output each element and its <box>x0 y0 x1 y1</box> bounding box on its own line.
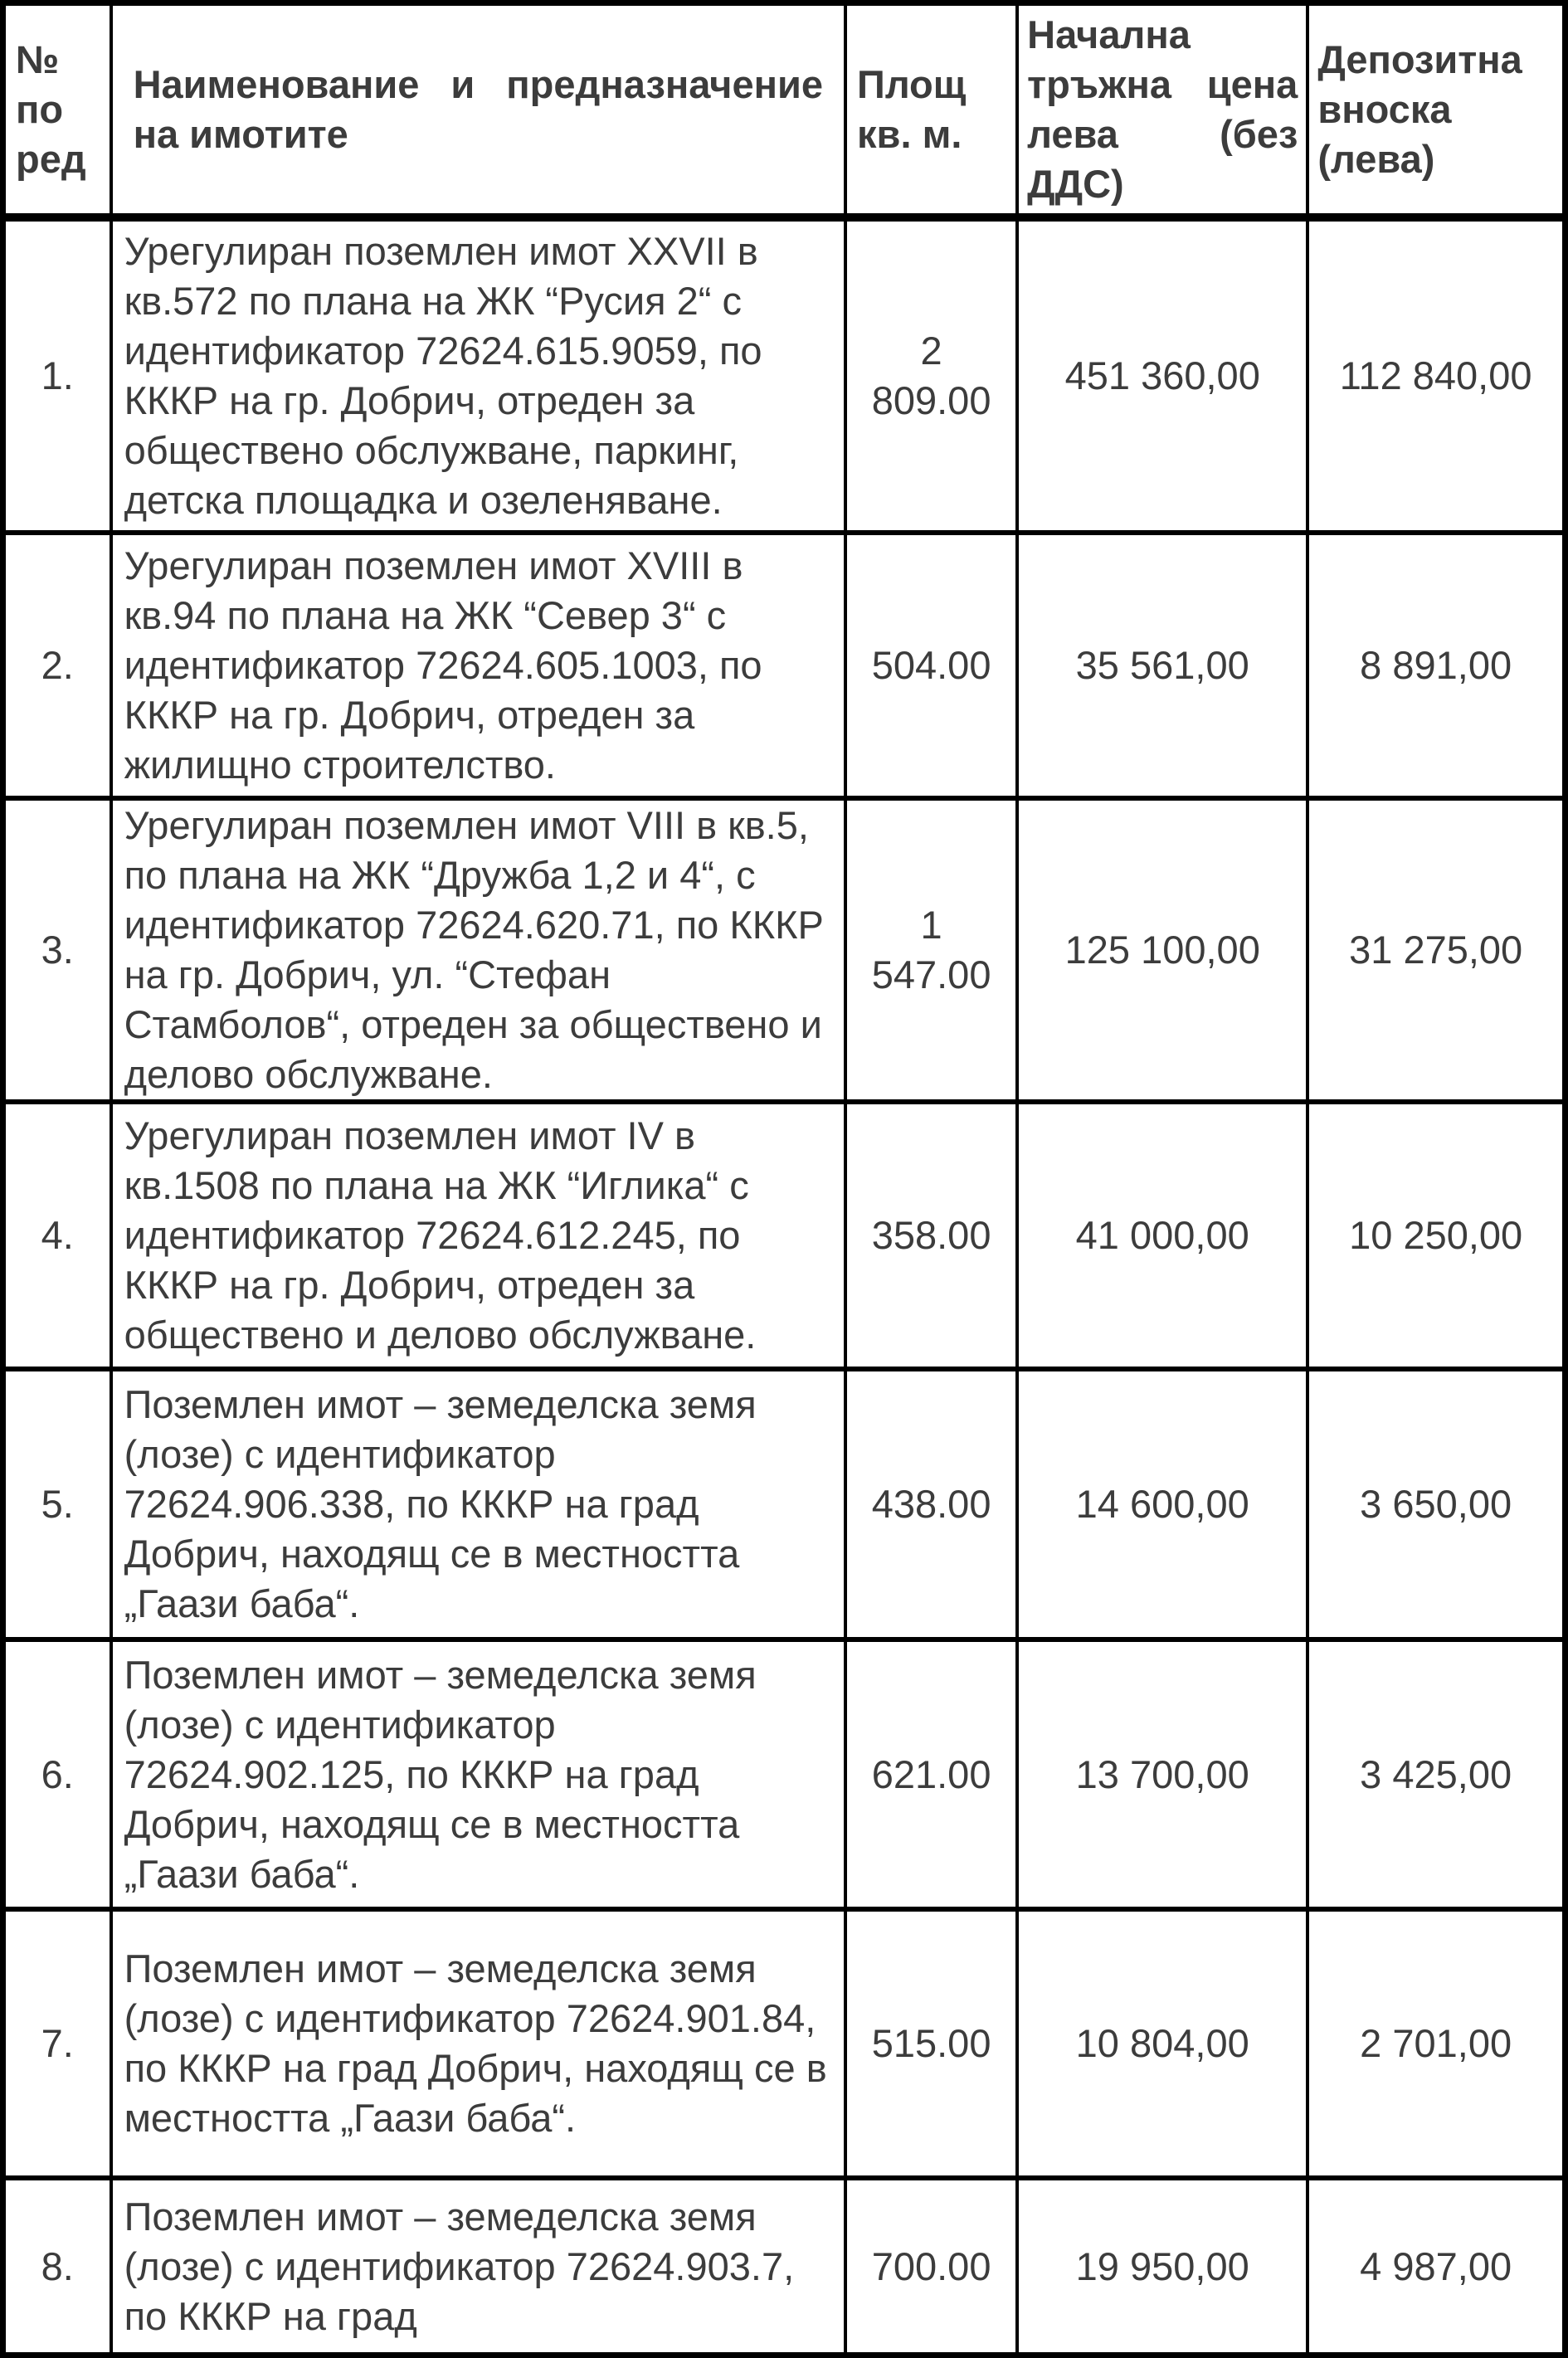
area-cell: 515.00 <box>845 1909 1017 2178</box>
table-row <box>3 1909 1566 2178</box>
price-cell: 125 100,00 <box>1017 798 1307 1102</box>
col-header-description: Наименование и предназначение на имотите <box>111 3 845 218</box>
deposit-cell: 4 987,00 <box>1307 2178 1565 2356</box>
deposit-cell: 8 891,00 <box>1307 533 1565 798</box>
price-cell: 10 804,00 <box>1017 1909 1307 2178</box>
table-row <box>3 1639 1566 1909</box>
col-header-area: Площ кв. м. <box>845 3 1017 218</box>
col-header-number: № по ред <box>3 3 111 218</box>
col-header-deposit: Депозитна вноска (лева) <box>1307 3 1565 218</box>
deposit-cell: 112 840,00 <box>1307 217 1565 533</box>
price-cell: 19 950,00 <box>1017 2178 1307 2356</box>
deposit-cell: 31 275,00 <box>1307 798 1565 1102</box>
row-number-cell: 6. <box>3 1639 111 1909</box>
area-cell: 358.00 <box>845 1102 1017 1369</box>
price-cell: 35 561,00 <box>1017 533 1307 798</box>
description-cell: Поземлен имот – земеделска земя (лозе) с идентификатор 72624.902.125, по КККР на град Добрич, находящ се в местността „Гаази баба“. <box>111 1639 845 1909</box>
area-cell: 1 547.00 <box>845 798 1017 1102</box>
deposit-cell: 2 701,00 <box>1307 1909 1565 2178</box>
deposit-cell: 3 425,00 <box>1307 1639 1565 1909</box>
table-row <box>3 217 1566 533</box>
description-cell: Урегулиран поземлен имот XXVII в кв.572 по плана на ЖК “Русия 2“ с идентификатор 72624.615.9059, по КККР на гр. Добрич, отреден за обществено обслужване, паркинг, детска площадка и озеленяване. <box>111 217 845 533</box>
row-number-cell: 8. <box>3 2178 111 2356</box>
area-cell: 700.00 <box>845 2178 1017 2356</box>
price-cell: 13 700,00 <box>1017 1639 1307 1909</box>
price-cell: 14 600,00 <box>1017 1369 1307 1639</box>
description-cell: Урегулиран поземлен имот XVIII в кв.94 по плана на ЖК “Север 3“ с идентификатор 72624.605.1003, по КККР на гр. Добрич, отреден за жилищно строителство. <box>111 533 845 798</box>
description-cell: Урегулиран поземлен имот IV в кв.1508 по плана на ЖК “Иглика“ с идентификатор 72624.612.245, по КККР на гр. Добрич, отреден за обществено и делово обслужване. <box>111 1102 845 1369</box>
row-number-cell: 1. <box>3 217 111 533</box>
deposit-cell: 10 250,00 <box>1307 1102 1565 1369</box>
row-number-cell: 2. <box>3 533 111 798</box>
area-cell: 2 809.00 <box>845 217 1017 533</box>
table-row <box>3 1369 1566 1639</box>
deposit-cell: 3 650,00 <box>1307 1369 1565 1639</box>
price-cell: 41 000,00 <box>1017 1102 1307 1369</box>
table-row <box>3 1102 1566 1369</box>
table-row <box>3 798 1566 1102</box>
table-row <box>3 2178 1566 2356</box>
description-cell: Поземлен имот – земеделска земя (лозе) с идентификатор 72624.906.338, по КККР на град Добрич, находящ се в местността „Гаази баба“. <box>111 1369 845 1639</box>
row-number-cell: 5. <box>3 1369 111 1639</box>
row-number-cell: 3. <box>3 798 111 1102</box>
row-number-cell: 4. <box>3 1102 111 1369</box>
description-cell: Урегулиран поземлен имот VIII в кв.5, по плана на ЖК “Дружба 1,2 и 4“, с идентификатор 72624.620.71, по КККР на гр. Добрич, ул. “Стефан Стамболов“, отреден за обществено и делово обслужване. <box>111 798 845 1102</box>
row-number-cell: 7. <box>3 1909 111 2178</box>
area-cell: 621.00 <box>845 1639 1017 1909</box>
price-cell: 451 360,00 <box>1017 217 1307 533</box>
table-row <box>3 533 1566 798</box>
col-header-price: Начална тръжна цена лева (без ДДС) <box>1017 3 1307 218</box>
area-cell: 504.00 <box>845 533 1017 798</box>
description-cell: Поземлен имот – земеделска земя (лозе) с идентификатор 72624.901.84, по КККР на град Добрич, находящ се в местността „Гаази баба“. <box>111 1909 845 2178</box>
table-header-row <box>3 3 1566 218</box>
area-cell: 438.00 <box>845 1369 1017 1639</box>
description-cell: Поземлен имот – земеделска земя (лозе) с идентификатор 72624.903.7, по КККР на град <box>111 2178 845 2356</box>
